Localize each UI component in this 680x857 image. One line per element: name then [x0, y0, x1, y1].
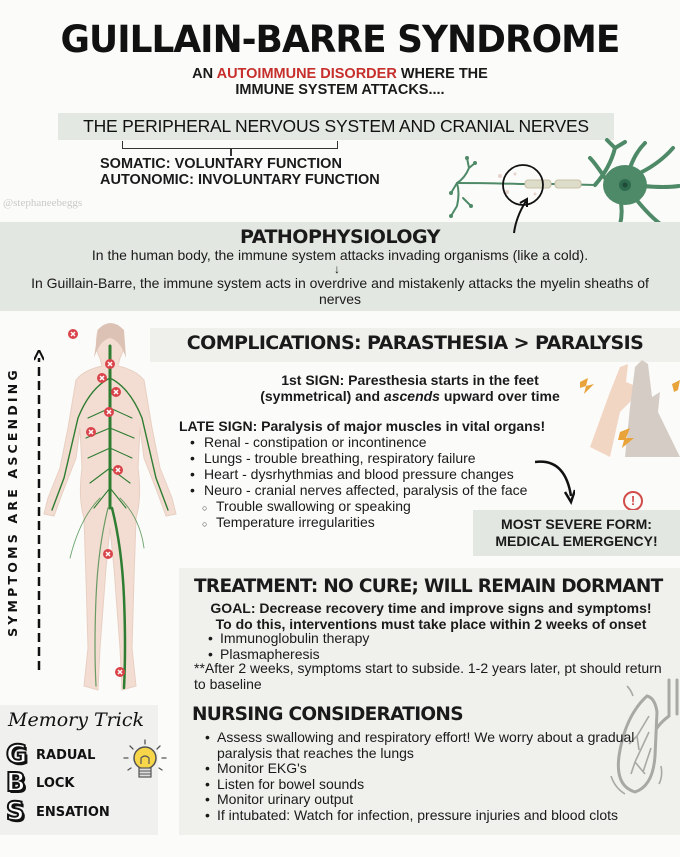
alert-icon: ! — [623, 491, 643, 511]
down-arrow-icon: ↓ — [334, 262, 340, 276]
treatment-title: TREATMENT: NO CURE; WILL REMAIN DORMANT — [194, 576, 663, 597]
severe-form-callout: MOST SEVERE FORM: MEDICAL EMERGENCY! — [473, 510, 680, 556]
subtitle — [0, 66, 680, 98]
page-title: GUILLAIN-BARRE SYNDROME — [60, 18, 620, 61]
list-item: • Lungs - trouble breathing, respiratory failure — [190, 450, 527, 466]
memory-row-b — [6, 770, 75, 796]
list-item: • Monitor urinary output — [205, 792, 665, 808]
list-item: • If intubated: Watch for infection, pressure injuries and blood clots — [205, 808, 665, 824]
bracket-divider — [122, 141, 338, 149]
somatic-label: SOMATIC: VOLUNTARY FUNCTION — [100, 156, 342, 172]
list-item: • Neuro - cranial nerves affected, paralysis of the face — [190, 482, 527, 498]
nursing-title: NURSING CONSIDERATIONS — [192, 704, 463, 725]
acronym-letter: S — [6, 797, 25, 827]
bracket-stem — [230, 149, 232, 156]
subtitle-line-2: IMMUNE SYSTEM ATTACKS.... — [235, 82, 445, 98]
autonomic-label: AUTONOMIC: INVOLUNTARY FUNCTION — [100, 171, 380, 188]
ascending-arrow-icon — [34, 350, 44, 672]
late-sign-heading: LATE SIGN: Paralysis of major muscles in vital organs! — [179, 418, 546, 434]
pathophysiology-line-2: In Guillain-Barre, the immune system acts in overdrive and mistakenly attacks the myelin sheaths of nerves — [31, 275, 649, 307]
acronym-letter: B — [6, 768, 26, 798]
lightbulb-icon — [122, 738, 168, 784]
list-item: • Monitor EKG's — [205, 761, 665, 777]
pathophysiology-title: PATHOPHYSIOLOGY — [240, 226, 440, 248]
acronym-word: RADUAL — [36, 747, 96, 763]
treatment-goal: GOAL: Decrease recovery time and improve signs and symptoms! To do this, interventions must take place within 2 weeks of onset — [210, 600, 652, 632]
sub-list-item: ○ Trouble swallowing or speaking — [190, 498, 527, 514]
autoimmune-highlight: AUTOIMMUNE DISORDER — [216, 66, 397, 82]
complications-title: COMPLICATIONS: PARASTHESIA > PARALYSIS — [186, 332, 644, 354]
list-item: • Heart - dysrhythmias and blood pressure changes — [190, 466, 527, 482]
watermark: @stephaneebeggs — [3, 197, 83, 209]
curved-arrow-icon — [535, 456, 575, 506]
list-item: • Listen for bowel sounds — [205, 777, 665, 793]
sub-list-item: ○ Temperature irregularities — [190, 514, 527, 530]
list-item: • Immunoglobulin therapy — [208, 631, 369, 647]
first-sign: 1st SIGN: Paresthesia starts in the feet (symmetrical) and ascends upward over time — [260, 372, 560, 404]
symptoms-ascending-label: SYMPTOMS ARE ASCENDING — [5, 367, 20, 637]
memory-trick-title: Memory Trick — [8, 709, 144, 731]
list-item: • Plasmapheresis — [208, 647, 369, 663]
list-item: • Renal - constipation or incontinence — [190, 434, 527, 450]
nursing-list — [205, 730, 665, 823]
subtitle-line-1: AN AUTOIMMUNE DISORDER WHERE THE — [192, 66, 488, 82]
acronym-letter: G — [6, 740, 28, 770]
memory-row-s — [6, 799, 110, 825]
list-item: • Assess swallowing and respiratory effort! We worry about a gradual paralysis that reaches the lungs — [205, 730, 665, 761]
treatment-note: **After 2 weeks, symptoms start to subside. 1-2 years later, pt should return to baseline — [194, 660, 662, 692]
pns-divisions — [100, 157, 380, 188]
treatment-list — [208, 631, 369, 662]
body-nervous-system-illustration — [40, 318, 180, 700]
pns-banner: THE PERIPHERAL NERVOUS SYSTEM AND CRANIAL NERVES — [58, 113, 614, 140]
acronym-word: LOCK — [36, 775, 75, 791]
memory-row-g — [6, 742, 95, 768]
hands-tingling-illustration — [580, 352, 680, 462]
acronym-word: ENSATION — [36, 804, 110, 820]
pathophysiology-line-1: In the human body, the immune system attacks invading organisms (like a cold). — [91, 247, 589, 263]
